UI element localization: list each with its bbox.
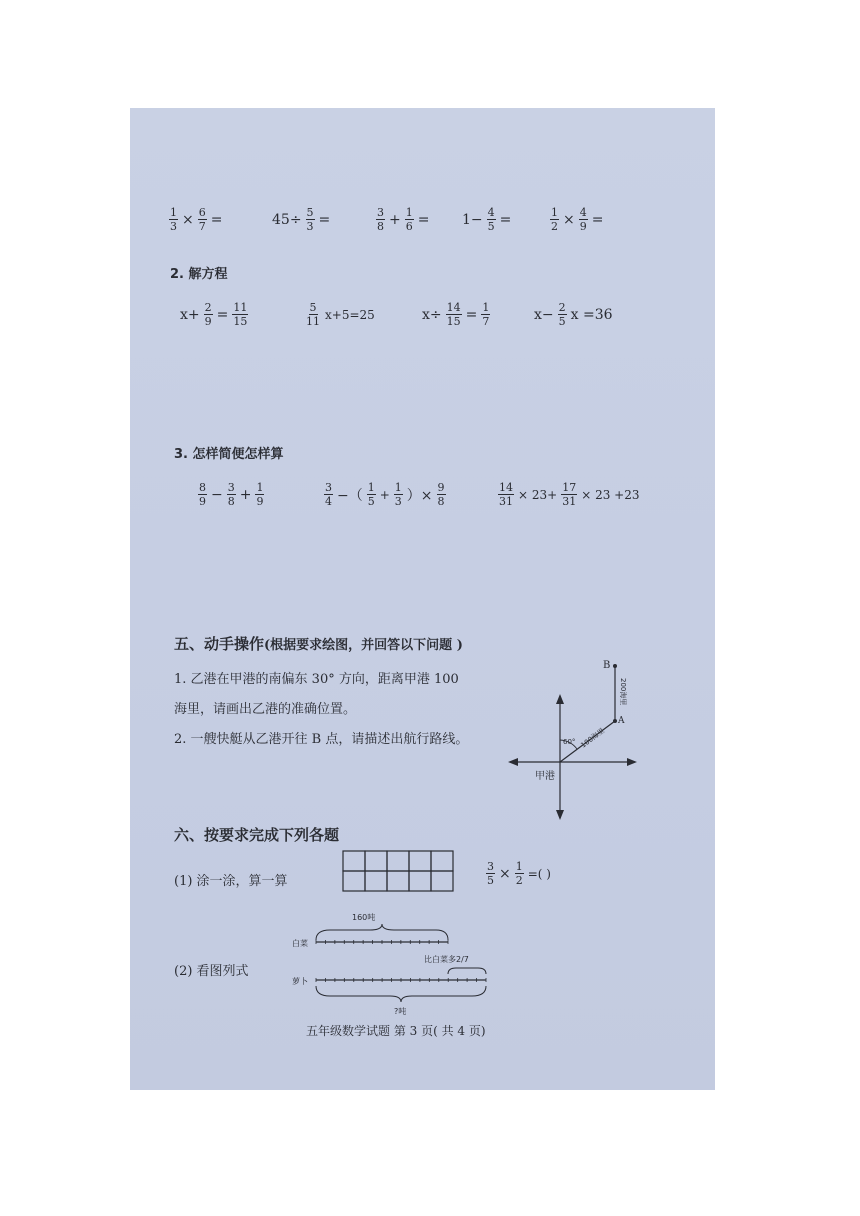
- point-b: [613, 664, 617, 668]
- top-value-label: 160吨: [352, 913, 376, 922]
- answer-blank[interactable]: =( ): [527, 866, 551, 881]
- section-title-simplify: 3. 怎样简便怎样算: [174, 447, 284, 462]
- fraction: $\frac{1}{2}$: [515, 860, 523, 887]
- angle-label: 60°: [563, 738, 576, 746]
- shading-grid[interactable]: [342, 850, 454, 892]
- distance-label-2: 200海里: [619, 678, 627, 706]
- question-5-2: 2. 一艘快艇从乙港开往 B 点，请描述出航行路线。: [174, 732, 469, 747]
- section-title-hands-on: 五、动手操作(根据要求绘图，并回答以下问题 ): [174, 635, 463, 653]
- point-a: [613, 719, 617, 723]
- direction-diagram: [505, 656, 645, 826]
- fraction: $\frac{6}{7}$: [198, 206, 206, 233]
- distance-label-1: 100海里: [579, 726, 607, 750]
- more-than-note: 比白菜多2/7: [424, 955, 469, 964]
- product-formula: $\frac{3}{5}$ × $\frac{1}{2}$ =( ): [487, 860, 551, 887]
- exam-sheet: [130, 108, 715, 1090]
- simplify-3: $\frac{14}{31}$ × 23+ $\frac{17}{31}$ × 23 +23: [499, 481, 640, 508]
- unknown-label: ?吨: [394, 1007, 407, 1016]
- fraction: $\frac{1}{3}$: [170, 206, 177, 233]
- row-1-label: 白菜: [292, 939, 308, 948]
- fraction: $\frac{4}{9}$: [579, 206, 587, 233]
- bottom-brace: [316, 986, 486, 1002]
- fraction: $\frac{8}{9}$: [199, 481, 206, 508]
- fraction: $\frac{1}{2}$: [551, 206, 558, 233]
- fraction: $\frac{3}{8}$: [377, 206, 384, 233]
- east-arrow-icon: [627, 758, 637, 766]
- fraction: $\frac{1}{7}$: [482, 301, 490, 328]
- fraction: $\frac{4}{5}$: [487, 206, 495, 233]
- fraction: $\frac{9}{8}$: [437, 481, 445, 508]
- simplify-1: $\frac{8}{9}$ − $\frac{3}{8}$ + $\frac{1}{9}$: [199, 481, 264, 508]
- fraction: $\frac{5}{3}$: [306, 206, 314, 233]
- label-a: A: [618, 716, 625, 726]
- simplify-2: $\frac{3}{4}$ −（ $\frac{1}{5}$ + $\frac{1}{3}$ ）× $\frac{9}{8}$: [325, 481, 445, 508]
- grid-cell[interactable]: [343, 871, 365, 891]
- question-5-1-line1: 1. 乙港在甲港的南偏东 30° 方向，距离甲港 100: [174, 672, 459, 687]
- question-6-1-label: (1) 涂一涂，算一算: [174, 874, 288, 889]
- question-6-2-label: (2) 看图列式: [174, 964, 249, 979]
- fraction: $\frac{1}{9}$: [256, 481, 264, 508]
- calc-4: 1− $\frac{4}{5}$ =: [462, 206, 512, 233]
- equation-3: x÷ $\frac{14}{15}$ = $\frac{1}{7}$: [422, 301, 490, 328]
- fraction: $\frac{1}{5}$: [367, 481, 375, 508]
- fraction: $\frac{3}{4}$: [325, 481, 332, 508]
- fraction: $\frac{1}{6}$: [405, 206, 413, 233]
- fraction: $\frac{11}{15}$: [233, 301, 248, 328]
- grid-cell[interactable]: [343, 851, 365, 871]
- origin-label: 甲港: [535, 771, 555, 782]
- grid-cell[interactable]: [431, 851, 453, 871]
- question-5-1-line2: 海里，请画出乙港的准确位置。: [174, 702, 357, 717]
- section-title-equations: 2. 解方程: [170, 267, 228, 282]
- calc-2: 45÷ $\frac{5}{3}$ =: [272, 206, 331, 233]
- fraction: $\frac{1}{3}$: [394, 481, 402, 508]
- page-footer: 五年级数学试题 第 3 页( 共 4 页): [306, 1024, 486, 1038]
- equation-1: x+ $\frac{2}{9}$ = $\frac{11}{15}$: [180, 301, 248, 328]
- grid-cell[interactable]: [409, 851, 431, 871]
- row-2-label: 萝卜: [292, 977, 308, 986]
- calc-3: $\frac{3}{8}$ + $\frac{1}{6}$ =: [377, 206, 430, 233]
- label-b: B: [603, 660, 611, 671]
- section-title-tasks: 六、按要求完成下列各题: [174, 826, 340, 844]
- grid-cell[interactable]: [387, 851, 409, 871]
- fraction: $\frac{5}{11}$: [306, 301, 320, 328]
- north-arrow-icon: [556, 694, 564, 704]
- west-arrow-icon: [508, 758, 518, 766]
- grid-cell[interactable]: [365, 871, 387, 891]
- calc-1: $\frac{1}{3}$ × $\frac{6}{7}$ =: [170, 206, 223, 233]
- bar-model-diagram: [290, 908, 510, 1018]
- calc-5: $\frac{1}{2}$ × $\frac{4}{9}$ =: [551, 206, 604, 233]
- grid-cell[interactable]: [387, 871, 409, 891]
- fraction: $\frac{14}{15}$: [446, 301, 461, 328]
- grid-cell[interactable]: [431, 871, 453, 891]
- fraction: $\frac{3}{8}$: [227, 481, 235, 508]
- grid-cell[interactable]: [409, 871, 431, 891]
- grid-cell[interactable]: [365, 851, 387, 871]
- top-brace: [316, 924, 448, 940]
- south-arrow-icon: [556, 810, 564, 820]
- fraction: $\frac{14}{31}$: [499, 481, 513, 508]
- fraction: $\frac{2}{5}$: [558, 301, 566, 328]
- equation-4: x− $\frac{2}{5}$ x =36: [534, 301, 613, 328]
- fraction: $\frac{17}{31}$: [562, 481, 577, 508]
- fraction: $\frac{3}{5}$: [487, 860, 494, 887]
- equation-2: $\frac{5}{11}$ x+5=25: [306, 301, 375, 328]
- extra-brace: [448, 968, 486, 974]
- fraction: $\frac{2}{9}$: [204, 301, 212, 328]
